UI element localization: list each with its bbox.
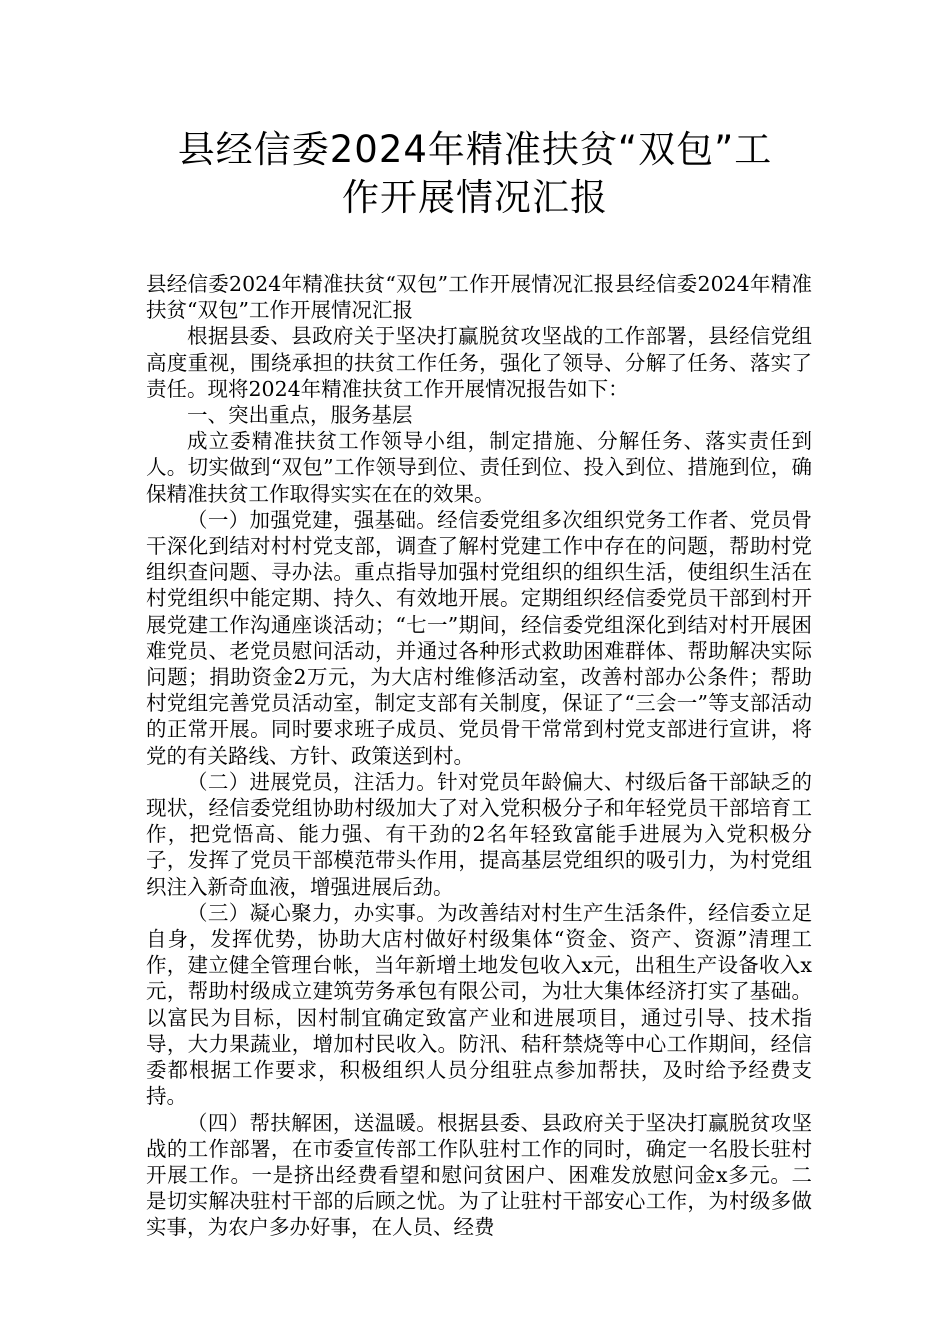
body-paragraph: 县经信委2024年精准扶贫“双包”工作开展情况汇报县经信委2024年精准扶贫“双包”工作开展情况汇报 [146, 272, 812, 323]
document-title [100, 126, 850, 222]
title-line-1: 县经信委2024年精准扶贫“双包”工 [177, 128, 773, 171]
title-line-2: 作开展情况汇报 [342, 176, 608, 219]
document-body [146, 271, 812, 1241]
body-paragraph: 成立委精准扶贫工作领导小组，制定措施、分解任务、落实责任到人。切实做到“双包”工作领导到位、责任到位、投入到位、措施到位，确保精准扶贫工作取得实实在在的效果。 [146, 429, 812, 506]
body-paragraph: 根据县委、县政府关于坚决打赢脱贫攻坚战的工作部署，县经信党组高度重视，围绕承担的扶贫工作任务，强化了领导、分解了任务、落实了责任。现将2024年精准扶贫工作开展情况报告如下： [146, 324, 812, 401]
body-paragraph: （一）加强党建，强基础。经信委党组多次组织党务工作者、党员骨干深化到结对村村党支部，调查了解村党建工作中存在的问题，帮助村党组织查问题、寻办法。重点指导加强村党组织的组织生活，使组织生活在村党组织中能定期、持久、有效地开展。定期组织经信委党员干部到村开展党建工作沟通座谈活动；“七一”期间，经信委党组深化到结对村开展困难党员、老党员慰问活动，并通过各种形式救助困难群体、帮助解决实际问题；捐助资金2万元，为大店村维修活动室，改善村部办公条件；帮助村党组完善党员活动室，制定支部有关制度，保证了“三会一”等支部活动的正常开展。同时要求班子成员、党员骨干常常到村党支部进行宣讲，将党的有关路线、方针、政策送到村。 [146, 507, 812, 768]
body-paragraph: （四）帮扶解困，送温暖。根据县委、县政府关于坚决打赢脱贫攻坚战的工作部署，在市委宣传部工作队驻村工作的同时，确定一名股长驻村开展工作。一是挤出经费看望和慰问贫困户、困难发放慰问金x多元。二是切实解决驻村干部的后顾之忧。为了让驻村干部安心工作，为村级多做实事，为农户多办好事，在人员、经费 [146, 1110, 812, 1240]
body-paragraph: （三）凝心聚力，办实事。为改善结对村生产生活条件，经信委立足自身，发挥优势，协助大店村做好村级集体“资金、资产、资源”清理工作，建立健全管理台帐，当年新增土地发包收入x元，出租生产设备收入x元，帮助村级成立建筑劳务承包有限公司，为壮大集体经济打实了基础。以富民为目标，因村制宜确定致富产业和进展项目，通过引导、技术指导，大力果蔬业，增加村民收入。防汛、秸秆禁烧等中心工作期间，经信委都根据工作要求，积极组织人员分组驻点参加帮扶，及时给予经费支持。 [146, 900, 812, 1109]
body-paragraph: （二）进展党员，注活力。针对党员年龄偏大、村级后备干部缺乏的现状，经信委党组协助村级加大了对入党积极分子和年轻党员干部培育工作，把党悟高、能力强、有干劲的2名年轻致富能手进展为入党积极分子，发挥了党员干部模范带头作用，提高基层党组织的吸引力，为村党组织注入新奇血液，增强进展后劲。 [146, 769, 812, 899]
section-heading: 一、突出重点，服务基层 [187, 403, 413, 428]
